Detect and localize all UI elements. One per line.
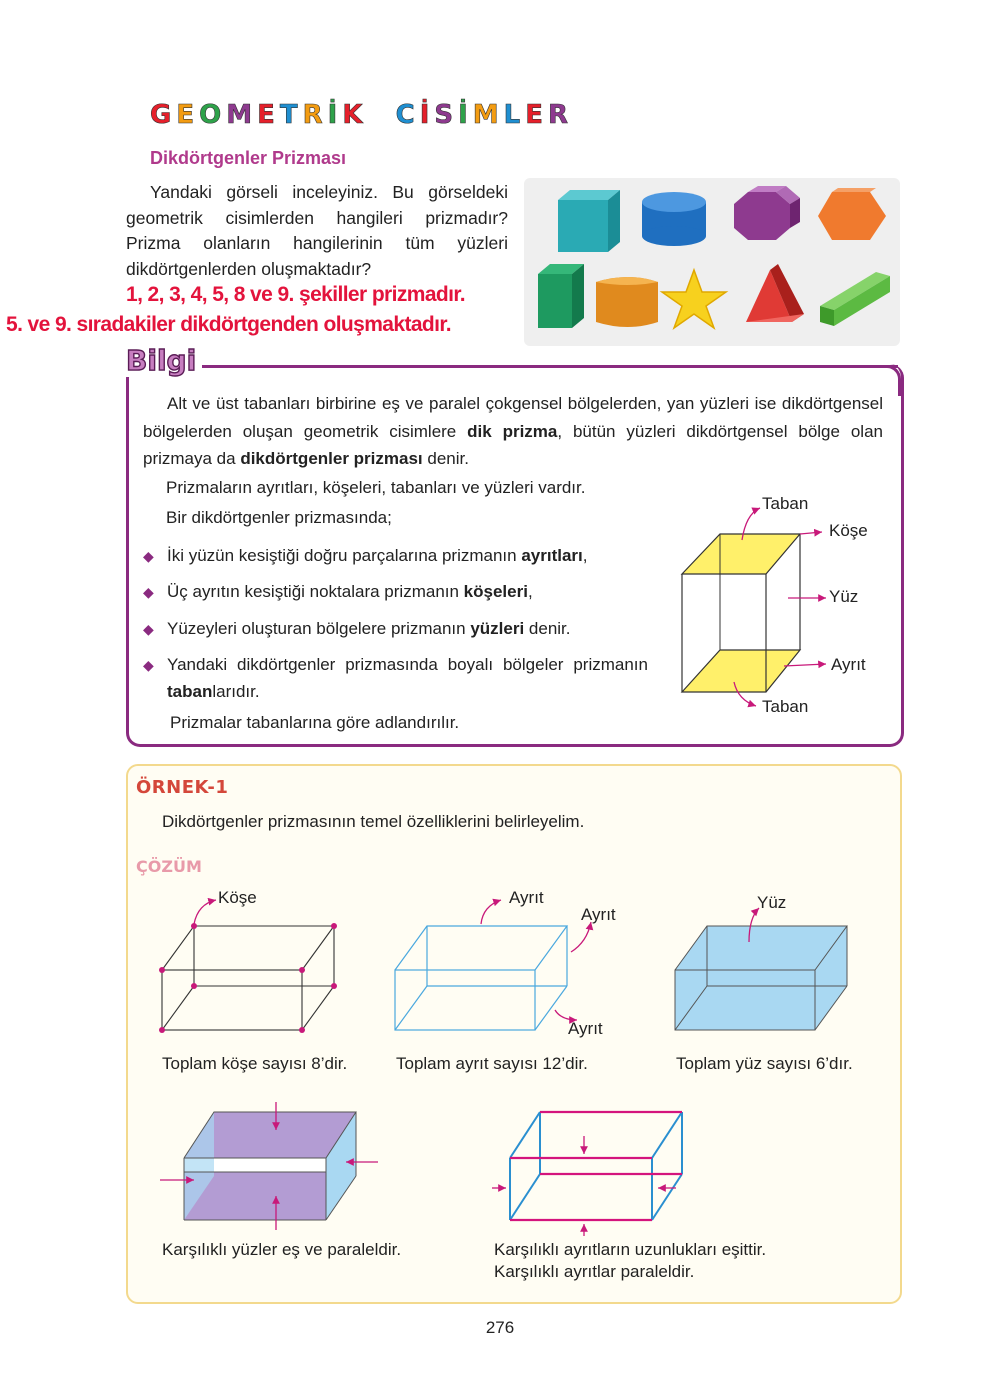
label-kose: Köşe (829, 521, 868, 540)
fig2-label-ayrit-3: Ayrıt (568, 1019, 603, 1038)
def-text-3: denir. (422, 449, 469, 468)
fig5-caption-2: Karşılıklı ayrıtlar paraleldir. (494, 1262, 695, 1281)
handwritten-answer-line-2: 5. ve 9. sıradakiler dikdörtgenden oluşmaktadır. (6, 313, 452, 336)
intro-paragraph (126, 180, 508, 282)
green-box-shape (538, 264, 584, 328)
geometric-solids-illustration (524, 178, 900, 346)
diamond-bullet-icon: ◆ (143, 584, 154, 600)
bullet-text: Yüzeyleri oluşturan bölgelere prizmanın (167, 619, 471, 638)
shapes-image (524, 178, 900, 346)
info-bullet-4 (143, 651, 648, 705)
info-label: Bilgi (126, 344, 202, 377)
label-taban-bottom: Taban (762, 697, 809, 716)
info-last-line: Prizmalar tabanlarına göre adlandırılır. (170, 713, 460, 732)
title-letter: T (279, 100, 303, 130)
fig3-caption: Toplam yüz sayısı 6’dır. (676, 1054, 853, 1073)
info-line-properties: Prizmaların ayrıtları, köşeleri, tabanları ve yüzleri vardır. (166, 478, 586, 497)
title-letter: M (472, 100, 504, 130)
figure-opposite-faces (150, 1100, 390, 1240)
fig2-label-ayrit-2: Ayrıt (581, 905, 616, 924)
label-taban-top: Taban (762, 494, 809, 513)
info-definition-paragraph (143, 390, 883, 473)
bullet-text: Yandaki dikdörtgenler prizmasında boyalı bölgeler prizmanın (167, 655, 648, 674)
title-letter: E (525, 100, 549, 130)
title-letter: K (342, 100, 368, 130)
page-number: 276 (485, 1318, 515, 1337)
title-letter: R (548, 100, 574, 130)
bullet-text: larıdır. (212, 682, 260, 701)
def-term-dik-prizma: dik prizma (467, 421, 558, 441)
bullet-term: ayrıtları (521, 546, 583, 565)
page-title (150, 100, 573, 130)
bullet-text: Üç ayrıtın kesiştiği noktalara prizmanın (167, 582, 464, 601)
title-letter: L (503, 100, 526, 130)
purple-octagon-prism-shape (734, 186, 800, 240)
def-text-2: , bütün yüzleri dikdörtgensel bölge olan prizmaya da (143, 421, 883, 468)
intro-text: Yandaki görseli inceleyiniz. Bu görseldeki geometrik cisimlerden hangileri prizmadır? Prizma olanların hangilerinin tüm yüzleri dikdörtgenlerden oluşmaktadır? (126, 182, 508, 279)
fig1-label-kose: Köşe (218, 888, 257, 907)
title-letter: İ (458, 100, 473, 130)
label-ayrit: Ayrıt (831, 655, 866, 674)
info-bullet-2 (143, 578, 653, 606)
diamond-bullet-icon: ◆ (143, 657, 154, 673)
handwritten-answer-line-1: 1, 2, 3, 4, 5, 8 ve 9. şekiller prizmadır. (126, 283, 466, 306)
title-letter: O (199, 100, 227, 130)
bullet-text: , (527, 582, 533, 601)
diamond-bullet-icon: ◆ (143, 548, 154, 564)
title-letter: İ (419, 100, 435, 130)
orange-hexagon-prism-shape (818, 188, 886, 240)
bullet-text: İki yüzün kesiştiği doğru parçalarına prizmanın (167, 546, 522, 565)
title-letter: E (176, 100, 200, 130)
def-term-dikdortgenler-prizmasi: dikdörtgenler prizması (240, 449, 423, 468)
title-letter: G (150, 100, 177, 130)
def-text-1: Alt ve üst tabanları birbirine eş ve paralel çokgensel bölgelerden, yan yüzleri ise dikdörtgensel bölgelerden oluşan geometrik cisimlere (143, 394, 883, 441)
title-letter: S (434, 100, 459, 130)
fig2-label-ayrit-1: Ayrıt (509, 888, 544, 907)
bullet-text: denir. (524, 619, 571, 638)
figure-edges (385, 880, 605, 1040)
solution-label: ÇÖZÜM (136, 857, 202, 876)
orange-cylinder-segment-shape (596, 277, 658, 327)
blue-cylinder-shape (642, 192, 706, 246)
bullet-term: taban (167, 682, 213, 701)
yellow-star-shape (662, 270, 726, 328)
red-triangular-prism-shape (746, 264, 804, 322)
title-letter: E (257, 100, 280, 130)
diamond-bullet-icon: ◆ (143, 621, 154, 637)
title-letter: M (226, 100, 258, 130)
info-line-intro: Bir dikdörtgenler prizmasında; (166, 508, 392, 527)
example-question: Dikdörtgenler prizmasının temel özelliklerini belirleyelim. (162, 812, 585, 831)
title-letter: İ (327, 100, 343, 130)
info-bullet-3 (143, 615, 653, 643)
fig5-caption-1: Karşılıklı ayrıtların uzunlukları eşittir. (494, 1240, 767, 1259)
info-box-top-border (200, 365, 898, 368)
title-letter: C (395, 100, 420, 130)
label-yuz: Yüz (829, 587, 859, 606)
bullet-text: , (582, 546, 588, 565)
fig3-label-yuz: Yüz (757, 893, 787, 912)
info-bullet-1 (143, 542, 653, 570)
title-letter: R (302, 100, 328, 130)
figure-opposite-edges (480, 1100, 710, 1240)
example-label: ÖRNEK-1 (136, 777, 229, 798)
bullet-term: köşeleri (463, 582, 528, 601)
fig2-caption: Toplam ayrıt sayısı 12’dir. (396, 1054, 588, 1073)
title-letter (367, 100, 395, 130)
green-long-box-shape (820, 272, 890, 326)
fig4-caption: Karşılıklı yüzler eş ve paraleldir. (162, 1240, 402, 1259)
fig1-caption: Toplam köşe sayısı 8’dir. (162, 1054, 348, 1073)
teal-cube-shape (558, 190, 620, 252)
section-subtitle: Dikdörtgenler Prizması (150, 148, 347, 168)
bullet-term: yüzleri (470, 619, 525, 638)
